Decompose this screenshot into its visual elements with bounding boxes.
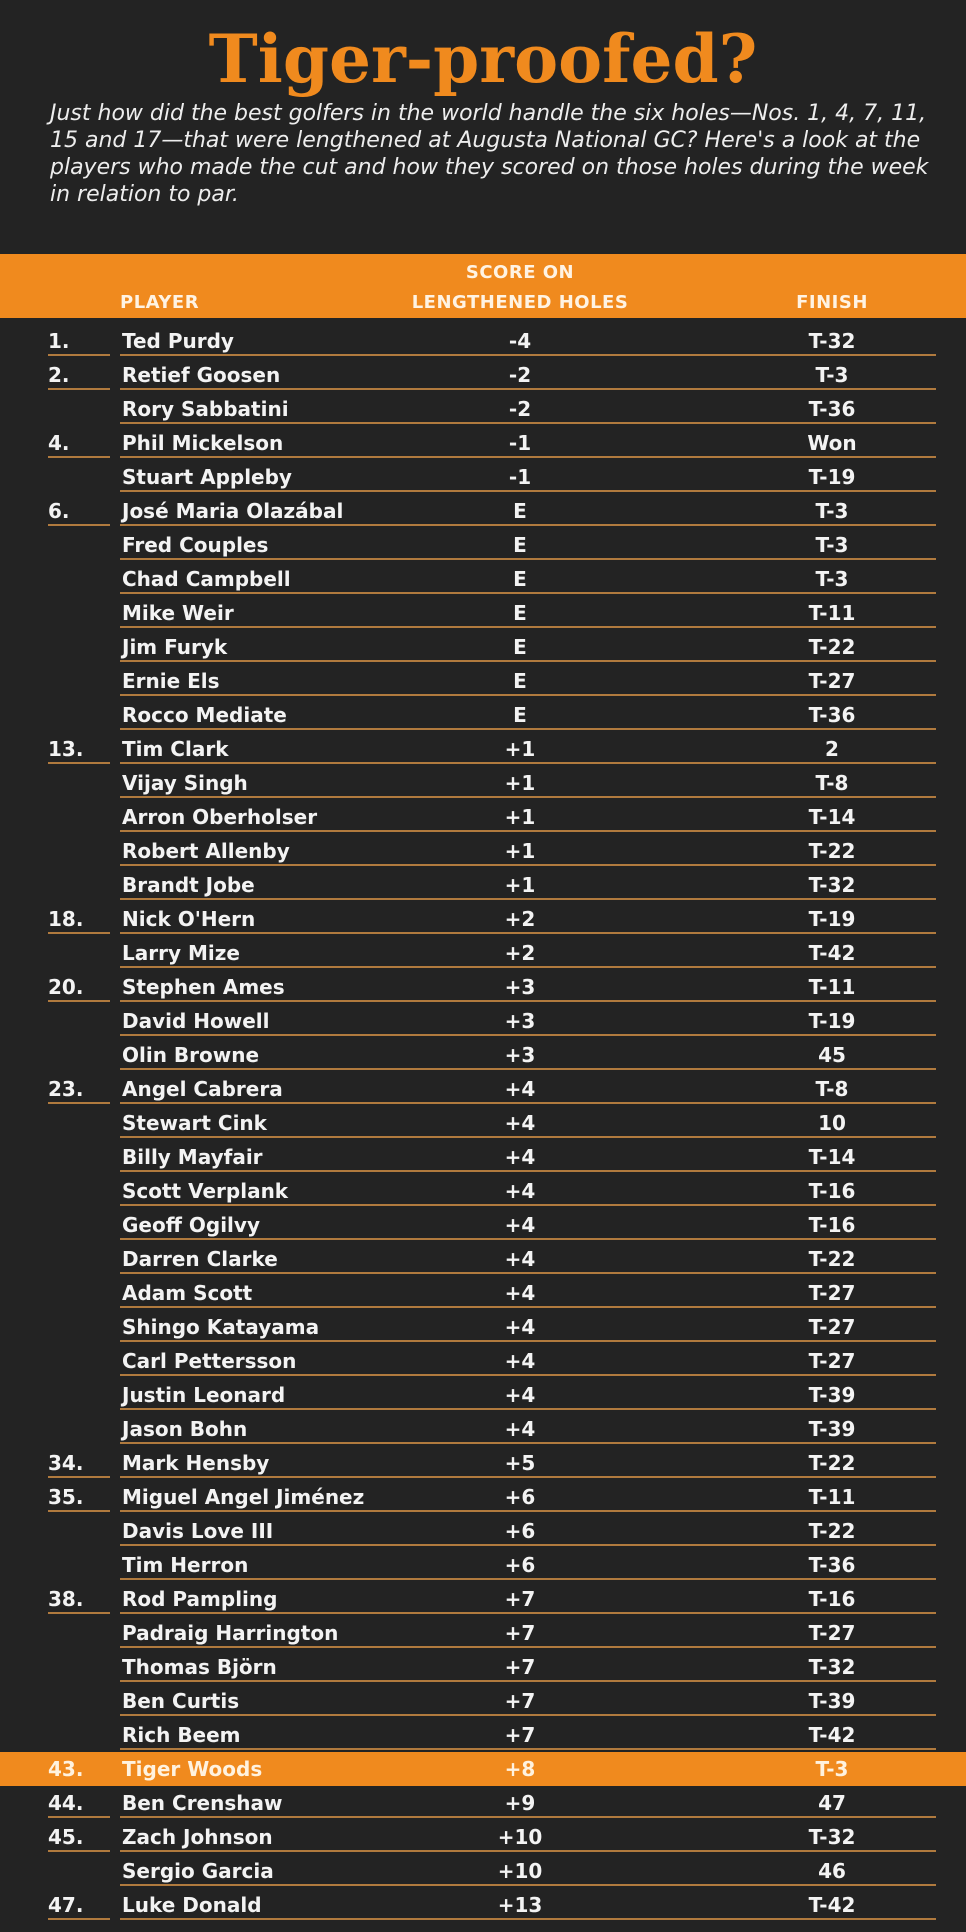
player-cell: Billy Mayfair	[122, 1145, 263, 1169]
player-cell: Miguel Angel Jiménez	[122, 1485, 365, 1509]
score-cell: +7	[504, 1587, 536, 1611]
score-cell: E	[513, 567, 527, 591]
rank-cell	[48, 1684, 118, 1718]
score-cell: +6	[504, 1553, 536, 1577]
score-cell: +7	[504, 1621, 536, 1645]
player-cell: Mark Hensby	[122, 1451, 270, 1475]
score-cell: +4	[504, 1315, 536, 1339]
header-score-line1: SCORE ON	[465, 262, 575, 283]
player-cell: Arron Oberholser	[122, 805, 318, 829]
table-row	[0, 1854, 966, 1888]
table-row	[0, 1344, 966, 1378]
finish-cell: T-19	[808, 465, 856, 489]
player-cell: Ernie Els	[122, 669, 220, 693]
score-cell: +7	[504, 1689, 536, 1713]
score-cell: E	[513, 499, 527, 523]
player-cell: Robert Allenby	[122, 839, 290, 863]
header-score-line2: LENGTHENED HOLES	[411, 292, 629, 313]
player-cell: Stuart Appleby	[122, 465, 292, 489]
rank-cell: 6.	[48, 499, 70, 523]
rank-cell	[48, 1242, 118, 1276]
rank-cell	[48, 1412, 118, 1446]
table-row	[0, 1582, 966, 1616]
player-cell: Davis Love III	[122, 1519, 274, 1543]
player-cell: Scott Verplank	[122, 1179, 289, 1203]
rank-cell	[48, 766, 118, 800]
finish-cell: T-14	[808, 1145, 856, 1169]
table-row	[0, 494, 966, 528]
rank-cell	[48, 528, 118, 562]
player-cell: Rocco Mediate	[122, 703, 287, 727]
player-cell: Nick O'Hern	[122, 907, 256, 931]
rank-cell	[48, 1378, 118, 1412]
finish-cell: T-3	[815, 363, 849, 387]
table-row	[0, 392, 966, 426]
finish-cell: T-16	[808, 1179, 856, 1203]
finish-cell: T-3	[815, 533, 849, 557]
score-cell: +4	[504, 1145, 536, 1169]
finish-cell: T-22	[808, 1519, 856, 1543]
finish-cell: T-11	[808, 975, 856, 999]
finish-cell: 47	[818, 1791, 846, 1815]
player-cell: Larry Mize	[122, 941, 240, 965]
rank-cell	[48, 1616, 118, 1650]
score-cell: +5	[504, 1451, 536, 1475]
score-cell: +4	[504, 1247, 536, 1271]
player-cell: Geoff Ogilvy	[122, 1213, 260, 1237]
table-row	[0, 324, 966, 358]
rank-cell	[48, 936, 118, 970]
table-row	[0, 358, 966, 392]
header-player: PLAYER	[120, 292, 200, 313]
score-cell: +4	[504, 1417, 536, 1441]
score-cell: +3	[504, 1009, 536, 1033]
player-cell: Thomas Björn	[122, 1655, 277, 1679]
finish-cell: 46	[818, 1859, 846, 1883]
score-cell: +4	[504, 1213, 536, 1237]
finish-cell: T-3	[815, 567, 849, 591]
finish-cell: T-42	[808, 1893, 856, 1917]
rank-cell: 18.	[48, 907, 84, 931]
table-row	[0, 1242, 966, 1276]
player-cell: Ben Curtis	[122, 1689, 240, 1713]
finish-cell: 10	[818, 1111, 846, 1135]
table-row	[0, 630, 966, 664]
rank-cell	[48, 698, 118, 732]
table-row	[0, 1752, 966, 1786]
score-cell: -2	[508, 363, 532, 387]
rank-cell	[48, 1854, 118, 1888]
table-row	[0, 528, 966, 562]
score-cell: +3	[504, 975, 536, 999]
results-table	[0, 324, 966, 1922]
score-cell: E	[513, 533, 527, 557]
score-cell: +4	[504, 1111, 536, 1135]
rank-cell: 4.	[48, 431, 70, 455]
table-row	[0, 1174, 966, 1208]
table-row	[0, 1548, 966, 1582]
rank-cell: 1.	[48, 329, 70, 353]
rank-cell: 47.	[48, 1893, 84, 1917]
score-cell: E	[513, 703, 527, 727]
rank-cell	[48, 1650, 118, 1684]
rank-cell	[48, 1276, 118, 1310]
player-cell: Olin Browne	[122, 1043, 260, 1067]
finish-cell: 2	[825, 737, 839, 761]
player-cell: Fred Couples	[122, 533, 269, 557]
finish-cell: Won	[807, 431, 857, 455]
table-row	[0, 732, 966, 766]
score-cell: -4	[508, 329, 532, 353]
rank-cell: 34.	[48, 1451, 84, 1475]
table-row	[0, 664, 966, 698]
finish-cell: T-22	[808, 1247, 856, 1271]
table-row	[0, 1140, 966, 1174]
table-row	[0, 1616, 966, 1650]
table-row	[0, 970, 966, 1004]
rank-cell	[48, 596, 118, 630]
finish-cell: T-16	[808, 1587, 856, 1611]
rank-cell	[48, 630, 118, 664]
rank-cell	[48, 1548, 118, 1582]
finish-cell: T-27	[808, 1349, 856, 1373]
table-row	[0, 868, 966, 902]
table-row	[0, 800, 966, 834]
rank-cell: 43.	[48, 1757, 84, 1781]
player-cell: Jason Bohn	[122, 1417, 248, 1441]
rank-cell	[48, 1718, 118, 1752]
finish-cell: T-39	[808, 1383, 856, 1407]
score-cell: +9	[504, 1791, 536, 1815]
player-cell: Phil Mickelson	[122, 431, 284, 455]
score-cell: +6	[504, 1519, 536, 1543]
finish-cell: T-42	[808, 941, 856, 965]
table-row	[0, 1378, 966, 1412]
rank-cell	[48, 834, 118, 868]
finish-cell: T-36	[808, 703, 856, 727]
finish-cell: T-11	[808, 1485, 856, 1509]
table-row	[0, 562, 966, 596]
table-row	[0, 698, 966, 732]
finish-cell: T-8	[815, 771, 849, 795]
player-cell: Tiger Woods	[122, 1757, 263, 1781]
player-cell: Rich Beem	[122, 1723, 241, 1747]
score-cell: +13	[497, 1893, 543, 1917]
score-cell: +1	[504, 839, 536, 863]
player-cell: Rory Sabbatini	[122, 397, 289, 421]
finish-cell: T-27	[808, 669, 856, 693]
rank-cell	[48, 1344, 118, 1378]
score-cell: +1	[504, 873, 536, 897]
table-row	[0, 1004, 966, 1038]
table-row	[0, 1446, 966, 1480]
score-cell: +4	[504, 1383, 536, 1407]
table-row	[0, 1310, 966, 1344]
score-cell: E	[513, 635, 527, 659]
rank-cell	[48, 562, 118, 596]
rank-cell: 23.	[48, 1077, 84, 1101]
table-row	[0, 1480, 966, 1514]
rank-cell: 38.	[48, 1587, 84, 1611]
table-row	[0, 1820, 966, 1854]
table-row	[0, 1038, 966, 1072]
score-cell: +7	[504, 1723, 536, 1747]
finish-cell: T-19	[808, 1009, 856, 1033]
score-cell: +1	[504, 771, 536, 795]
player-cell: Mike Weir	[122, 601, 234, 625]
table-row	[0, 1106, 966, 1140]
player-cell: Stephen Ames	[122, 975, 285, 999]
rank-cell	[48, 1514, 118, 1548]
rank-cell	[48, 800, 118, 834]
player-cell: Rod Pampling	[122, 1587, 278, 1611]
score-cell: E	[513, 669, 527, 693]
player-cell: David Howell	[122, 1009, 270, 1033]
table-row	[0, 834, 966, 868]
player-cell: Chad Campbell	[122, 567, 291, 591]
table-row	[0, 936, 966, 970]
finish-cell: T-14	[808, 805, 856, 829]
score-cell: +3	[504, 1043, 536, 1067]
table-row	[0, 1650, 966, 1684]
score-cell: -2	[508, 397, 532, 421]
player-cell: Zach Johnson	[122, 1825, 273, 1849]
rank-cell	[48, 460, 118, 494]
score-cell: +4	[504, 1179, 536, 1203]
finish-cell: T-42	[808, 1723, 856, 1747]
rank-cell	[48, 392, 118, 426]
table-row	[0, 1208, 966, 1242]
table-row	[0, 1412, 966, 1446]
finish-cell: T-32	[808, 1655, 856, 1679]
table-row	[0, 596, 966, 630]
player-cell: Darren Clarke	[122, 1247, 278, 1271]
rank-cell	[48, 1004, 118, 1038]
finish-cell: T-32	[808, 329, 856, 353]
finish-cell: T-19	[808, 907, 856, 931]
score-cell: E	[513, 601, 527, 625]
finish-cell: T-8	[815, 1077, 849, 1101]
rank-cell	[48, 1038, 118, 1072]
score-cell: -1	[508, 465, 532, 489]
finish-cell: T-27	[808, 1315, 856, 1339]
player-cell: Jim Furyk	[122, 635, 228, 659]
finish-cell: T-32	[808, 1825, 856, 1849]
finish-cell: T-36	[808, 1553, 856, 1577]
player-cell: Ted Purdy	[122, 329, 234, 353]
finish-cell: T-22	[808, 839, 856, 863]
table-row	[0, 1888, 966, 1922]
rank-cell: 2.	[48, 363, 70, 387]
score-cell: +1	[504, 737, 536, 761]
page-title: Tiger-proofed?	[208, 20, 758, 98]
table-row	[0, 1276, 966, 1310]
score-cell: +2	[504, 941, 536, 965]
finish-cell: T-11	[808, 601, 856, 625]
rank-cell	[48, 1106, 118, 1140]
rank-cell	[48, 1310, 118, 1344]
header-finish: FINISH	[796, 292, 868, 313]
player-cell: Stewart Cink	[122, 1111, 267, 1135]
player-cell: Luke Donald	[122, 1893, 262, 1917]
score-cell: +2	[504, 907, 536, 931]
rank-cell	[48, 664, 118, 698]
player-cell: José Maria Olazábal	[122, 499, 344, 523]
finish-cell: T-39	[808, 1689, 856, 1713]
player-cell: Angel Cabrera	[122, 1077, 283, 1101]
finish-cell: T-32	[808, 873, 856, 897]
score-cell: +7	[504, 1655, 536, 1679]
player-cell: Justin Leonard	[122, 1383, 286, 1407]
finish-cell: T-3	[815, 499, 849, 523]
score-cell: -1	[508, 431, 532, 455]
rank-cell: 35.	[48, 1485, 84, 1509]
table-row	[0, 460, 966, 494]
player-cell: Brandt Jobe	[122, 873, 255, 897]
rank-cell: 45.	[48, 1825, 84, 1849]
score-cell: +4	[504, 1077, 536, 1101]
rank-cell: 20.	[48, 975, 84, 999]
score-cell: +10	[497, 1859, 543, 1883]
finish-cell: T-22	[808, 1451, 856, 1475]
table-row	[0, 766, 966, 800]
rank-cell	[48, 1140, 118, 1174]
player-cell: Sergio Garcia	[122, 1859, 274, 1883]
player-cell: Retief Goosen	[122, 363, 281, 387]
score-cell: +6	[504, 1485, 536, 1509]
table-row	[0, 1684, 966, 1718]
player-cell: Adam Scott	[122, 1281, 253, 1305]
finish-cell: T-3	[815, 1757, 849, 1781]
player-cell: Shingo Katayama	[122, 1315, 320, 1339]
finish-cell: 45	[818, 1043, 846, 1067]
finish-cell: T-27	[808, 1621, 856, 1645]
finish-cell: T-27	[808, 1281, 856, 1305]
rank-cell: 44.	[48, 1791, 84, 1815]
player-cell: Padraig Harrington	[122, 1621, 339, 1645]
player-cell: Tim Clark	[122, 737, 229, 761]
rank-cell: 13.	[48, 737, 84, 761]
table-row	[0, 1718, 966, 1752]
table-row	[0, 1072, 966, 1106]
player-cell: Tim Herron	[122, 1553, 249, 1577]
player-cell: Carl Pettersson	[122, 1349, 297, 1373]
finish-cell: T-39	[808, 1417, 856, 1441]
rank-cell	[48, 868, 118, 902]
finish-cell: T-22	[808, 635, 856, 659]
intro-paragraph: Just how did the best golfers in the world handle the six holes—Nos. 1, 4, 7, 11, 15 and 17—that were lengthened at Augusta National GC? Here's a look at the players who made the cut and how they scored on those holes during the week in relation to par.	[50, 101, 929, 207]
finish-cell: T-16	[808, 1213, 856, 1237]
finish-cell: T-36	[808, 397, 856, 421]
score-cell: +4	[504, 1281, 536, 1305]
score-cell: +8	[504, 1757, 536, 1781]
table-row	[0, 902, 966, 936]
rank-cell	[48, 1208, 118, 1242]
table-row	[0, 1786, 966, 1820]
rank-cell	[48, 1174, 118, 1208]
player-cell: Ben Crenshaw	[122, 1791, 283, 1815]
table-row	[0, 1514, 966, 1548]
table-row	[0, 426, 966, 460]
player-cell: Vijay Singh	[122, 771, 248, 795]
score-cell: +1	[504, 805, 536, 829]
score-cell: +10	[497, 1825, 543, 1849]
score-cell: +4	[504, 1349, 536, 1373]
